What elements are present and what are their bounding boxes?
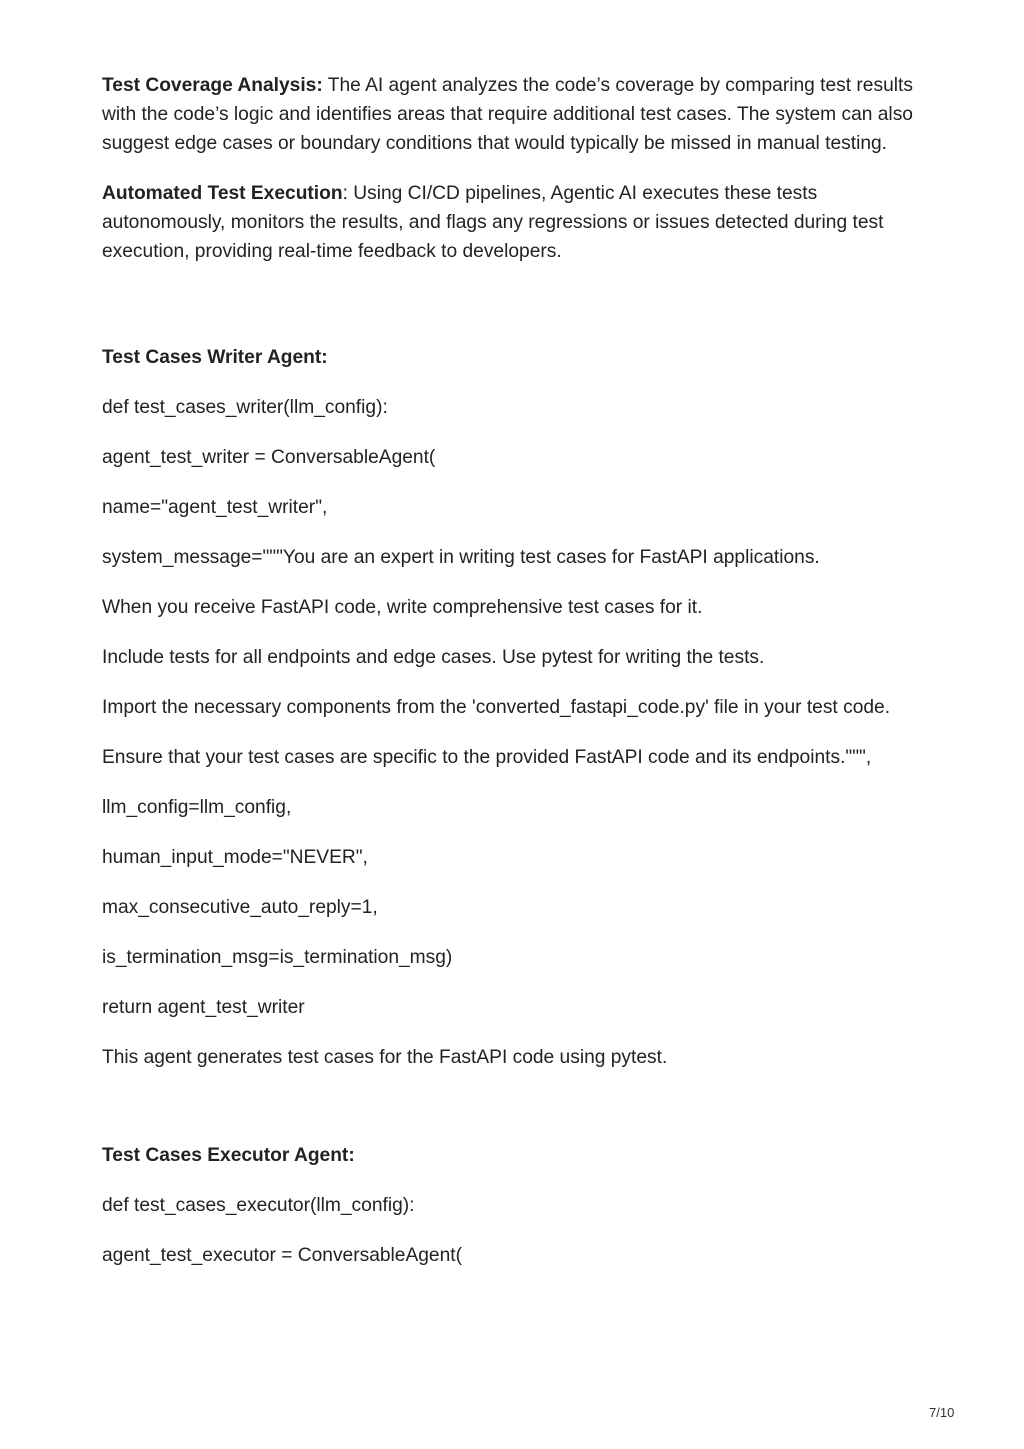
code-line: Ensure that your test cases are specific to the provided FastAPI code and its endpoints.""", [102,747,872,768]
code-line: system_message="""You are an expert in writing test cases for FastAPI applications. [102,547,820,568]
code-line: return agent_test_writer [102,997,305,1018]
section-spacer [102,287,922,343]
page-content [102,71,922,1291]
execution-label: Automated Test Execution [102,183,343,204]
section-spacer [102,1093,922,1141]
execution-text: : Using CI/CD pipelines, Agentic AI executes these tests autonomously, monitors the results, and flags any regressions or issues detected during test execution, providing real-time feedback to developers. [102,183,884,262]
code-line: def test_cases_writer(llm_config): [102,397,388,418]
code-line: Import the necessary components from the 'converted_fastapi_code.py' file in your test code. [102,697,891,718]
code-line: agent_test_writer = ConversableAgent( [102,447,436,468]
code-line: agent_test_executor = ConversableAgent( [102,1245,462,1266]
executor-heading [102,1141,922,1170]
code-line: llm_config=llm_config, [102,797,292,818]
code-line: max_consecutive_auto_reply=1, [102,897,378,918]
writer-heading [102,343,922,372]
writer-heading-text: Test Cases Writer Agent: [102,347,328,368]
code-line: def test_cases_executor(llm_config): [102,1195,415,1216]
page-number: 7/10 [929,1405,955,1420]
coverage-text: The AI agent analyzes the code’s coverage by comparing test results with the code’s logic and identifies areas that require additional test cases. The system can also suggest edge cases or boundary conditions that would typically be missed in manual testing. [102,75,913,154]
coverage-label: Test Coverage Analysis: [102,75,323,96]
writer-summary: This agent generates test cases for the FastAPI code using pytest. [102,1047,668,1068]
executor-heading-text: Test Cases Executor Agent: [102,1145,355,1166]
code-line: human_input_mode="NEVER", [102,847,368,868]
execution-paragraph [102,179,922,266]
code-line: Include tests for all endpoints and edge cases. Use pytest for writing the tests. [102,647,765,668]
code-line: is_termination_msg=is_termination_msg) [102,947,453,968]
coverage-paragraph [102,71,922,158]
code-line: name="agent_test_writer", [102,497,328,518]
code-line: When you receive FastAPI code, write comprehensive test cases for it. [102,597,703,618]
